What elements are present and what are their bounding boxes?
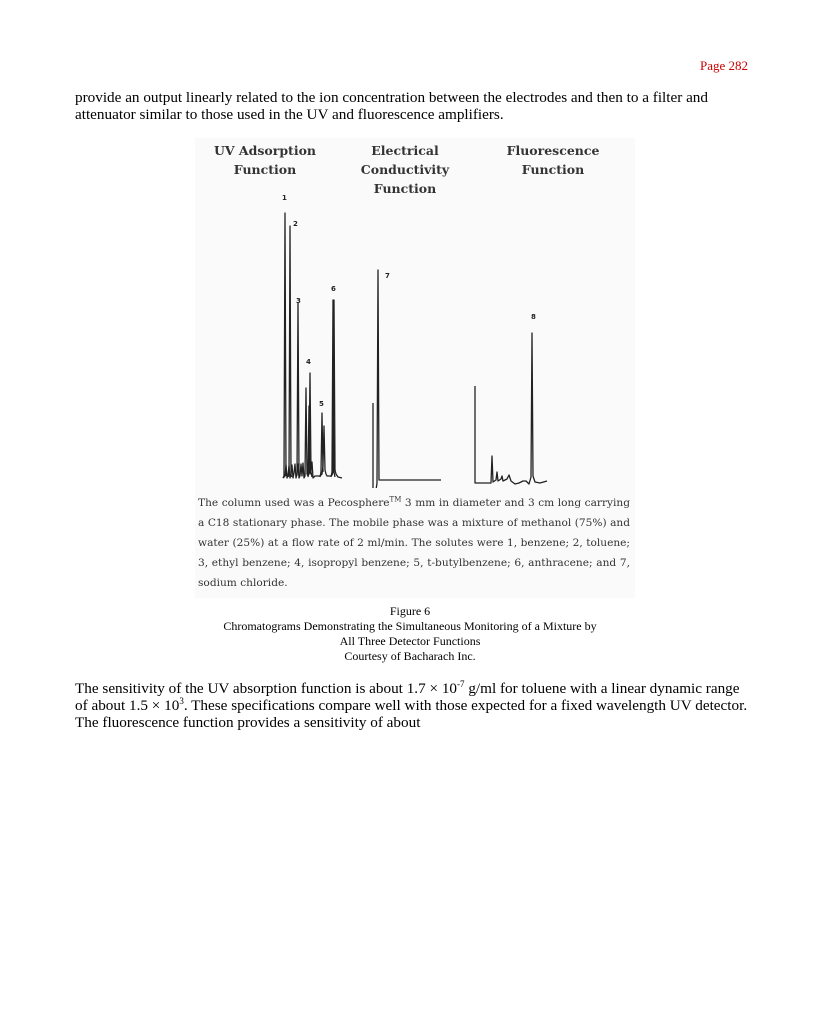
uv-peak-5 [320, 413, 323, 477]
figure-note-part1: The column used was a Pecosphere [198, 497, 390, 509]
fl-title-line2: Function [521, 162, 585, 177]
uv-peak-3 [296, 303, 299, 477]
fl-title-line1: Fluorescence [506, 143, 600, 158]
figure-caption [150, 604, 670, 664]
caption-title-line2: All Three Detector Functions [339, 634, 481, 648]
peak-label-5: 5 [319, 400, 324, 408]
ec-title-line2: Conductivity [360, 162, 450, 177]
caption-title-line1: Chromatograms Demonstrating the Simultaneous Monitoring of a Mixture by [223, 619, 597, 633]
paragraph-intro: provide an output linearly related to the ion concentration between the electrodes and then to a filter and attenuator similar to those used in the UV and fluorescence amplifiers. [75, 89, 708, 123]
trademark-superscript: TM [389, 495, 402, 504]
caption-credit: Courtesy of Bacharach Inc. [344, 649, 476, 663]
ec-title-line3: Function [373, 181, 437, 196]
paragraph-sensitivity [75, 680, 750, 731]
caption-figure-number: Figure 6 [389, 604, 431, 618]
peak-label-6: 6 [331, 285, 336, 293]
figure-note-part2: 3 mm in diameter and 3 cm long carrying a C18 stationary phase. The mobile phase was a mixture of methanol (75%) and water (25%) at a flow rate of 2 ml/min. The solutes were 1, benzene; 2, toluene; 3, ethyl benzene; 4, isopropyl benzene; 5, t-butylbenzene; 6, anthracene; and 7, sodium chloride. [198, 497, 630, 589]
figure-note [198, 493, 630, 593]
sensitivity-text-a: The sensitivity of the UV absorption function is about 1.7 × 10 [75, 680, 458, 697]
chromatogram-figure [195, 138, 635, 598]
uv-title-line1: UV Adsorption [213, 143, 317, 158]
conductivity-peak-7 [376, 270, 441, 488]
peak-label-8: 8 [531, 313, 536, 321]
peak-label-3: 3 [296, 297, 301, 305]
sensitivity-text-b: g/ml for toluene with a linear dynamic range of about 1.5 × 10 [75, 680, 740, 714]
chromatogram-traces [195, 138, 635, 488]
peak-label-2: 2 [293, 220, 298, 228]
page-number: Page 282 [699, 58, 748, 73]
fluorescence-trace [475, 333, 547, 484]
ec-title-line1: Electrical [371, 143, 439, 158]
peak-label-1: 1 [282, 194, 287, 202]
exponent-2: 3 [179, 695, 184, 706]
sensitivity-text-c: . These specifications compare well with those expected for a fixed wavelength UV detector. The fluorescence function provides a sensitivity of about [75, 697, 748, 731]
exponent-1: -7 [457, 678, 465, 689]
peak-label-4: 4 [306, 358, 311, 366]
peak-label-7: 7 [385, 272, 390, 280]
uv-title-line2: Function [233, 162, 297, 177]
uv-peak-1 [283, 213, 286, 478]
uv-peak-2 [288, 226, 292, 477]
